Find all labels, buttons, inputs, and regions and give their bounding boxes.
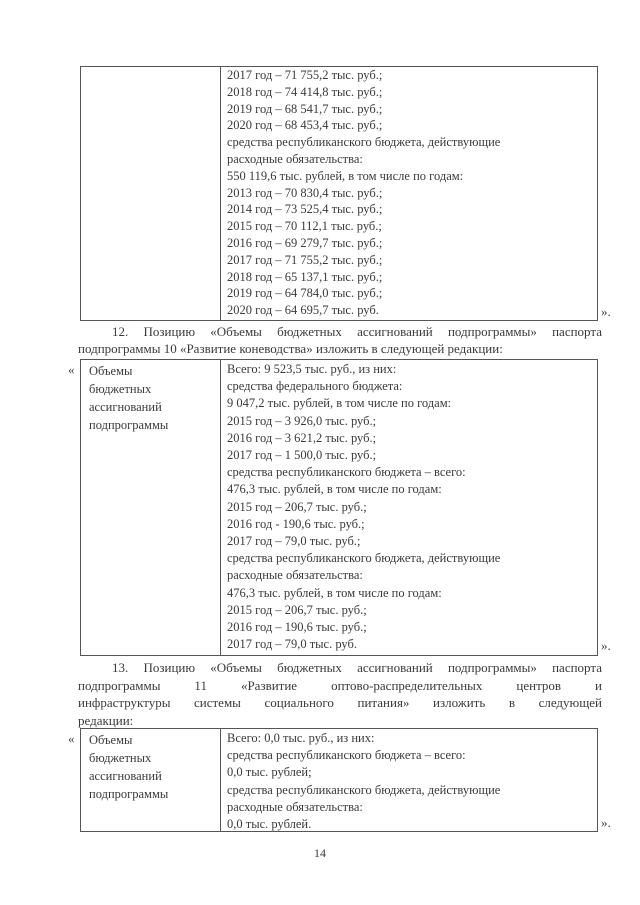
table-line: 476,3 тыс. рублей, в том числе по годам:	[227, 585, 442, 600]
table-label-line: Объемы	[89, 364, 133, 378]
table-right-cell	[227, 361, 595, 653]
table-line: 2019 год – 68 541,7 тыс. руб.;	[227, 101, 383, 116]
paragraph-line: редакции:	[78, 712, 134, 728]
opening-quote: «	[68, 362, 75, 377]
paragraph-12	[78, 323, 602, 357]
table-line: средства республиканского бюджета – всего:	[227, 465, 466, 480]
budget-table-continued	[80, 66, 598, 321]
table-line: средства республиканского бюджета – всего:	[227, 748, 466, 763]
opening-quote: «	[68, 731, 75, 746]
paragraph-line: 12. Позицию «Объемы бюджетных ассигнований подпрограммы» паспорта	[112, 324, 602, 339]
table-label-line: Объемы	[89, 733, 133, 747]
paragraph-line: подпрограммы 10 «Развитие коневодства» изложить в следующей редакции:	[78, 341, 503, 356]
table-line: 2020 год – 64 695,7 тыс. руб.	[227, 303, 379, 318]
table-line: 9 047,2 тыс. рублей, в том числе по годам:	[227, 396, 452, 411]
column-divider	[220, 67, 221, 320]
table-left-cell	[89, 731, 217, 803]
budget-table-subprogram-11	[80, 728, 598, 832]
table-line: 2017 год – 79,0 тыс. руб.;	[227, 534, 361, 549]
table-line: 2014 год – 73 525,4 тыс. руб.;	[227, 202, 383, 217]
table-left-cell	[89, 362, 217, 434]
table-line: Всего: 9 523,5 тыс. руб., из них:	[227, 362, 397, 376]
table-line: 2019 год – 64 784,0 тыс. руб.;	[227, 286, 383, 301]
table-line: средства республиканского бюджета, действующие	[227, 782, 501, 797]
paragraph-line: 13. Позицию «Объемы бюджетных ассигнований подпрограммы» паспорта	[112, 660, 602, 675]
paragraph-line: подпрограммы 11 «Развитие оптово-распределительных центров и	[78, 677, 602, 693]
table-label-line: подпрограммы	[89, 418, 169, 432]
table-line: средства республиканского бюджета, действующие	[227, 135, 501, 150]
table-line: 2016 год – 190,6 тыс. руб.;	[227, 620, 367, 635]
table-line: расходные обязательства:	[227, 151, 363, 166]
table-line: средства федерального бюджета:	[227, 379, 403, 394]
table-right-cell	[227, 730, 595, 833]
table-line: 0,0 тыс. рублей;	[227, 765, 312, 780]
table-line: 2015 год – 206,7 тыс. руб.;	[227, 602, 367, 617]
table-line: расходные обязательства:	[227, 799, 363, 814]
table-label-line: бюджетных	[89, 751, 152, 765]
table-right-cell	[227, 67, 595, 319]
table-line: 2015 год – 70 112,1 тыс. руб.;	[227, 219, 382, 234]
table-line: 2017 год – 71 755,2 тыс. руб.;	[227, 68, 383, 82]
table-line: 550 119,6 тыс. рублей, в том числе по годам:	[227, 168, 464, 183]
column-divider	[220, 360, 221, 655]
table-line: 476,3 тыс. рублей, в том числе по годам:	[227, 482, 442, 497]
table-label-line: ассигнований	[89, 769, 162, 783]
paragraph-13	[78, 659, 602, 729]
table-line: 2020 год – 68 453,4 тыс. руб.;	[227, 118, 383, 133]
table-label-line: ассигнований	[89, 400, 162, 414]
closing-quote: ».	[601, 304, 611, 319]
table-line: 0,0 тыс. рублей.	[227, 817, 312, 832]
table-line: Всего: 0,0 тыс. руб., из них:	[227, 731, 375, 745]
table-line: 2016 год – 69 279,7 тыс. руб.;	[227, 235, 383, 250]
table-line: 2016 год – 3 621,2 тыс. руб.;	[227, 430, 377, 445]
table-line: средства республиканского бюджета, действующие	[227, 551, 501, 566]
table-label-line: подпрограммы	[89, 787, 169, 801]
closing-quote: ».	[601, 638, 611, 653]
table-line: 2018 год – 65 137,1 тыс. руб.;	[227, 269, 383, 284]
paragraph-line: инфраструктуры системы социального питания» изложить в следующей	[78, 695, 602, 710]
table-line: 2017 год – 1 500,0 тыс. руб.;	[227, 448, 377, 463]
table-line: 2018 год – 74 414,8 тыс. руб.;	[227, 84, 383, 99]
page-number: 14	[314, 846, 326, 860]
closing-quote: ».	[601, 815, 611, 830]
table-line: 2017 год – 79,0 тыс. руб.	[227, 637, 358, 652]
table-line: 2015 год – 3 926,0 тыс. руб.;	[227, 413, 377, 428]
budget-table-subprogram-10	[80, 359, 598, 656]
table-line: 2013 год – 70 830,4 тыс. руб.;	[227, 185, 383, 200]
table-line: 2017 год – 71 755,2 тыс. руб.;	[227, 252, 383, 267]
table-line: расходные обязательства:	[227, 568, 363, 583]
table-line: 2016 год - 190,6 тыс. руб.;	[227, 516, 365, 531]
column-divider	[220, 729, 221, 831]
table-label-line: бюджетных	[89, 382, 152, 396]
table-line: 2015 год – 206,7 тыс. руб.;	[227, 499, 367, 514]
